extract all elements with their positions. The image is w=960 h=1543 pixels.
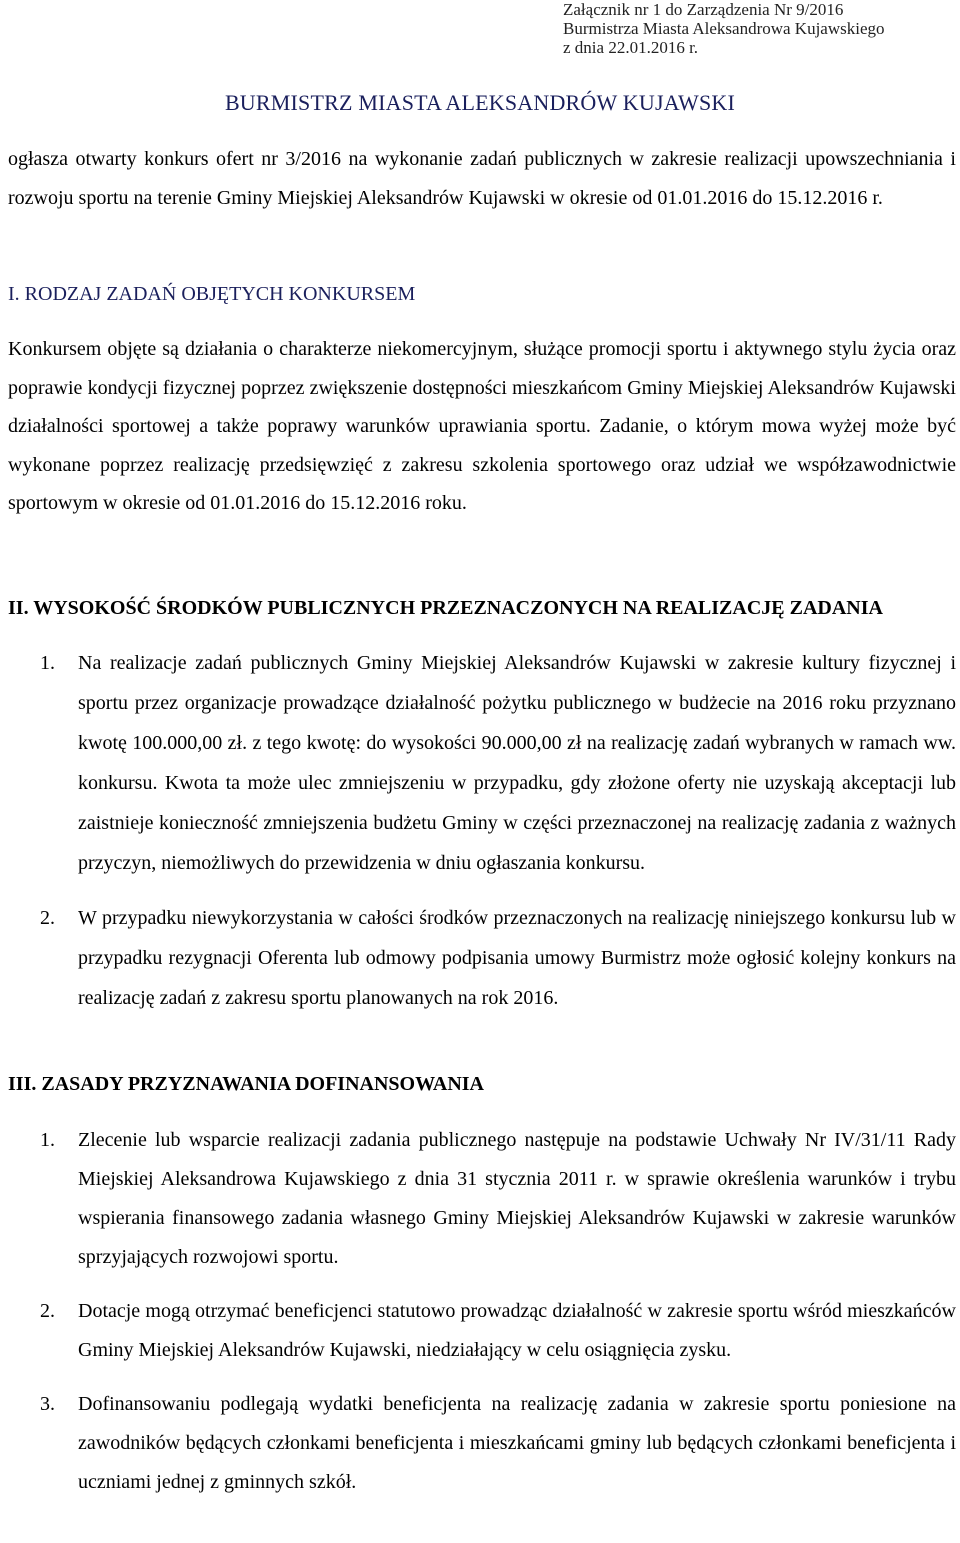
- section-2-list: [40, 643, 956, 1018]
- attachment-line-3: z dnia 22.01.2016 r.: [563, 38, 699, 57]
- list-item-number: 1.: [40, 652, 55, 674]
- list-item-text: Na realizacje zadań publicznych Gminy Miejskiej Aleksandrów Kujawski w zakresie kultury fizycznej i sportu przez organizacje prowadzące działalność pożytku publicznego w budżecie na 2016 roku przyznano kwotę 100.000,00 zł. z tego kwotę: do wysokości 90.000,00 zł na realizację zadań wybranych w ramach ww. konkursu. Kwota ta może ulec zmniejszeniu w przypadku, gdy złożone oferty nie uzyskają akceptacji lub zaistnieje konieczność zmniejszenia budżetu Gminy w części przeznaczonej na realizację zadania z ważnych przyczyn, niemożliwych do przewidzenia w dniu ogłaszania konkursu.: [78, 652, 956, 874]
- list-item: [40, 643, 956, 883]
- list-item: [40, 1121, 956, 1277]
- intro-paragraph: ogłasza otwarty konkurs ofert nr 3/2016 na wykonanie zadań publicznych w zakresie realizacji upowszechniania i rozwoju sportu na terenie Gminy Miejskiej Aleksandrów Kujawski w okresie od 01.01.2016 do 15.12.2016 r.: [8, 148, 956, 209]
- list-item-text: Zlecenie lub wsparcie realizacji zadania publicznego następuje na podstawie Uchwały Nr IV/31/11 Rady Miejskiej Aleksandrowa Kujawskiego z dnia 31 stycznia 2011 r. w sprawie określenia warunków i trybu wspierania finansowego zadania własnego Gminy Miejskiej Aleksandrów Kujawski w zakresie warunków sprzyjających rozwojowi sportu.: [78, 1129, 956, 1268]
- document-title: BURMISTRZ MIASTA ALEKSANDRÓW KUJAWSKI: [224, 90, 736, 115]
- attachment-line-2: Burmistrza Miasta Aleksandrowa Kujawskiego: [563, 19, 885, 38]
- list-item: [40, 1385, 956, 1502]
- attachment-note: [563, 0, 885, 57]
- section-3-list: [40, 1121, 956, 1502]
- section-1-text: Konkursem objęte są działania o charakterze niekomercyjnym, służące promocji sportu i aktywnego stylu życia oraz poprawie kondycji fizycznej poprzez zwiększenie dostępności mieszkańcom Gminy Miejskiej Aleksandrów Kujawski działalności sportowej a także poprawy warunków uprawiania sportu. Zadanie, o którym mowa wyżej może być wykonane poprzez realizację przedsięwzięć z zakresu szkolenia sportowego oraz udział we współzawodnictwie sportowym w okresie od 01.01.2016 do 15.12.2016 roku.: [8, 338, 956, 514]
- list-item-number: 2.: [40, 907, 55, 929]
- section-3-heading: III. ZASADY PRZYZNAWANIA DOFINANSOWANIA: [8, 1073, 484, 1095]
- list-item-text: Dofinansowaniu podlegają wydatki beneficjenta na realizację zadania w zakresie sportu poniesione na zawodników będących członkami beneficjenta i mieszkańcami gminy lub będących członkami beneficjenta i uczniami jednej z gminnych szkół.: [78, 1393, 956, 1493]
- list-item-text: Dotacje mogą otrzymać beneficjenci statutowo prowadząc działalność w zakresie sportu wśród mieszkańców Gminy Miejskiej Aleksandrów Kujawski, niedziałający w celu osiągnięcia zysku.: [78, 1300, 956, 1361]
- list-item-number: 1.: [40, 1129, 55, 1151]
- list-item-text: W przypadku niewykorzystania w całości środków przeznaczonych na realizację niniejszego konkursu lub w przypadku rezygnacji Oferenta lub odmowy podpisania umowy Burmistrz może ogłosić kolejny konkurs na realizację zadań z zakresu sportu planowanych na rok 2016.: [78, 907, 956, 1009]
- section-2-heading: II. WYSOKOŚĆ ŚRODKÓW PUBLICZNYCH PRZEZNACZONYCH NA REALIZACJĘ ZADANIA: [8, 597, 883, 619]
- list-item-number: 2.: [40, 1300, 55, 1322]
- list-item: [40, 898, 956, 1018]
- section-1-heading: I. RODZAJ ZADAŃ OBJĘTYCH KONKURSEM: [8, 283, 416, 305]
- list-item: [40, 1292, 956, 1370]
- list-item-number: 3.: [40, 1393, 55, 1415]
- attachment-line-1: Załącznik nr 1 do Zarządzenia Nr 9/2016: [563, 0, 844, 19]
